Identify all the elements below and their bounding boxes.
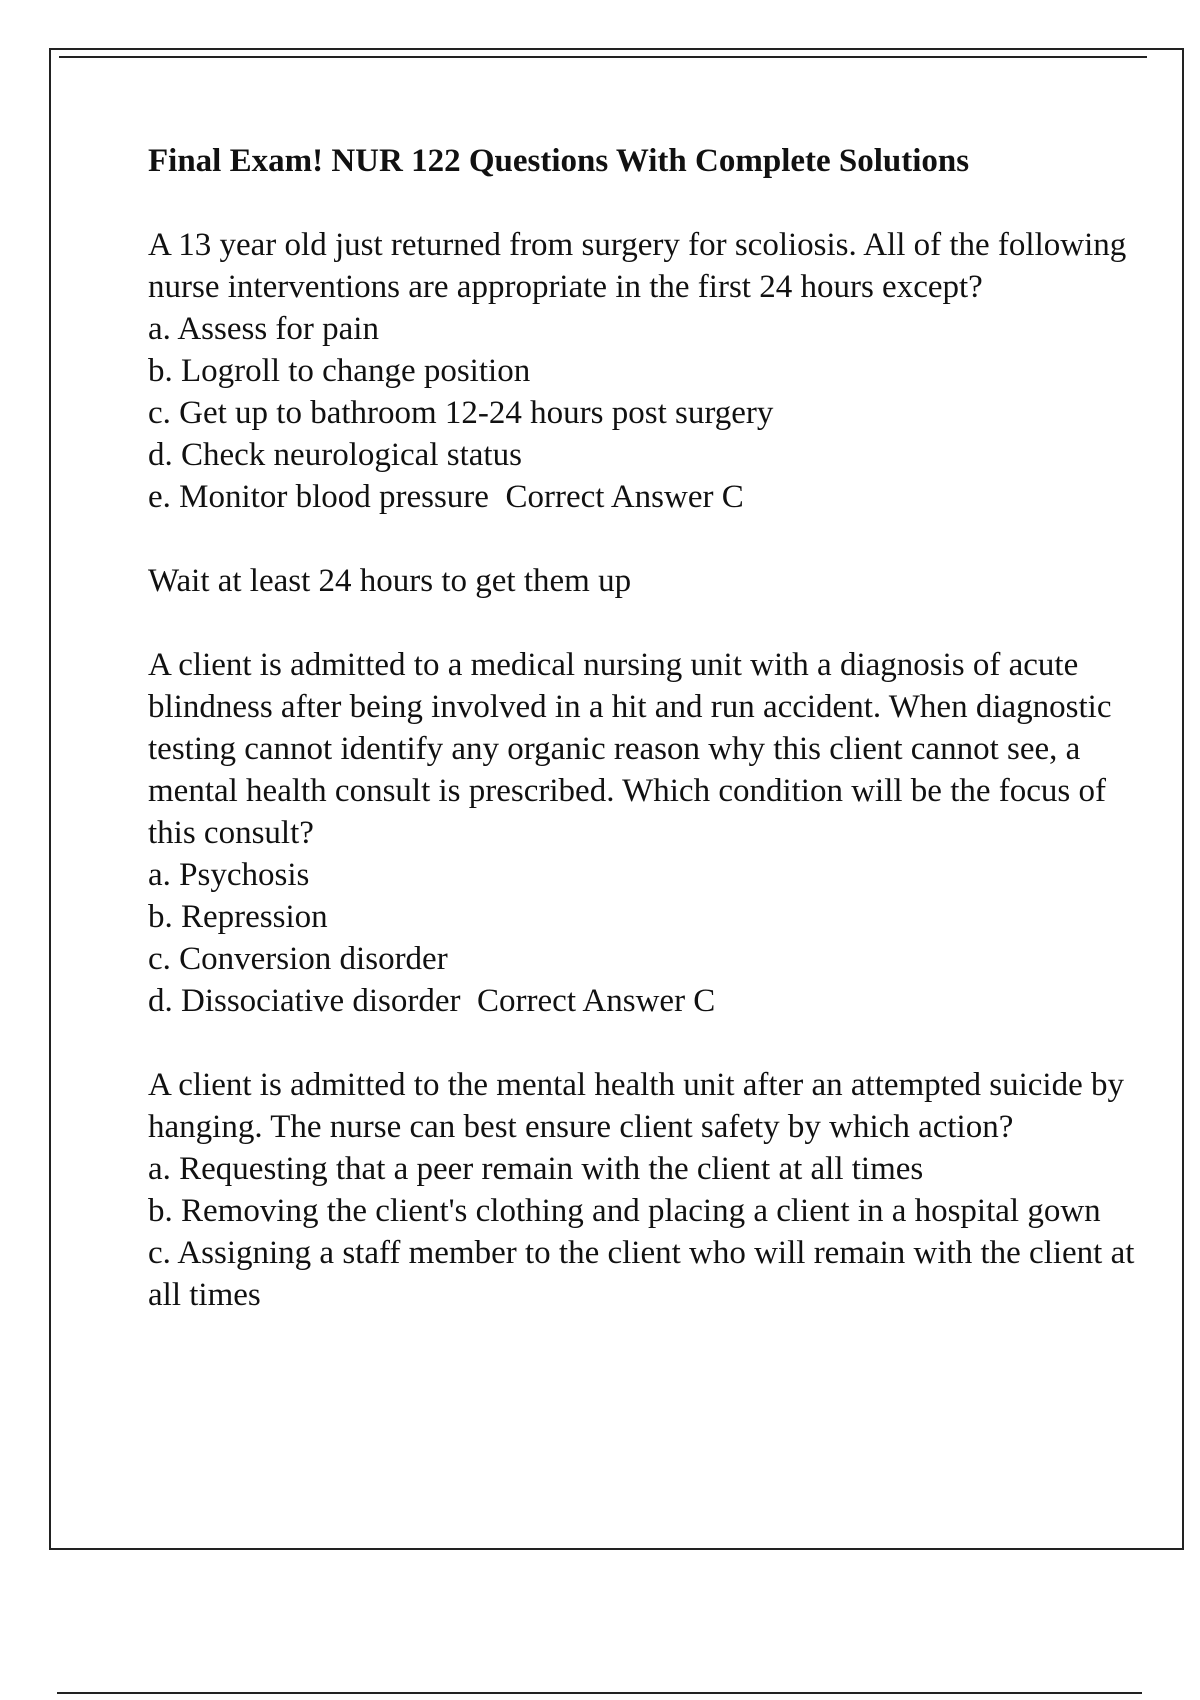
- question-3-option-a: a. Requesting that a peer remain with the client at all times: [148, 1151, 924, 1187]
- document-title: Final Exam! NUR 122 Questions With Complete Solutions: [148, 143, 970, 179]
- question-1-option-d: d. Check neurological status: [148, 437, 522, 473]
- top-rule: [59, 56, 1147, 58]
- question-2-option-c: c. Conversion disorder: [148, 941, 448, 977]
- question-3-stem: A client is admitted to the mental health unit after an attempted suicide by hanging. The nurse can best ensure client safety by which action?: [148, 1067, 1124, 1145]
- question-3-option-b: b. Removing the client's clothing and placing a client in a hospital gown: [148, 1193, 1101, 1229]
- question-2: [148, 644, 1148, 1022]
- question-3: [148, 1064, 1148, 1316]
- question-2-option-a: a. Psychosis: [148, 857, 310, 893]
- question-1: [148, 224, 1148, 518]
- question-2-stem: A client is admitted to a medical nursing unit with a diagnosis of acute blindness after being involved in a hit and run accident. When diagnostic testing cannot identify any organic reason why this client cannot see, a mental health consult is prescribed. Which condition will be the focus of this consult?: [148, 647, 1112, 851]
- question-2-option-b: b. Repression: [148, 899, 328, 935]
- question-1-explanation: Wait at least 24 hours to get them up: [148, 563, 632, 599]
- question-1-option-e-line: [148, 476, 1148, 518]
- question-1-option-b: b. Logroll to change position: [148, 353, 531, 389]
- question-2-option-d-line: [148, 980, 1148, 1022]
- question-1-option-c: c. Get up to bathroom 12-24 hours post surgery: [148, 395, 774, 431]
- question-1-option-a: a. Assess for pain: [148, 311, 379, 347]
- page-frame: [49, 48, 1184, 1550]
- question-3-option-c: c. Assigning a staff member to the client who will remain with the client at all times: [148, 1235, 1135, 1313]
- question-2-option-d: d. Dissociative disorder: [148, 983, 461, 1019]
- question-1-answer: Correct Answer C: [505, 479, 744, 515]
- question-2-answer: Correct Answer C: [477, 983, 716, 1019]
- question-1-explanation-block: [148, 560, 1148, 602]
- document-body: [148, 140, 1148, 1358]
- question-1-option-e: e. Monitor blood pressure: [148, 479, 489, 515]
- bottom-rule: [57, 1692, 1142, 1694]
- question-1-stem: A 13 year old just returned from surgery for scoliosis. All of the following nurse interventions are appropriate in the first 24 hours except?: [148, 227, 1127, 305]
